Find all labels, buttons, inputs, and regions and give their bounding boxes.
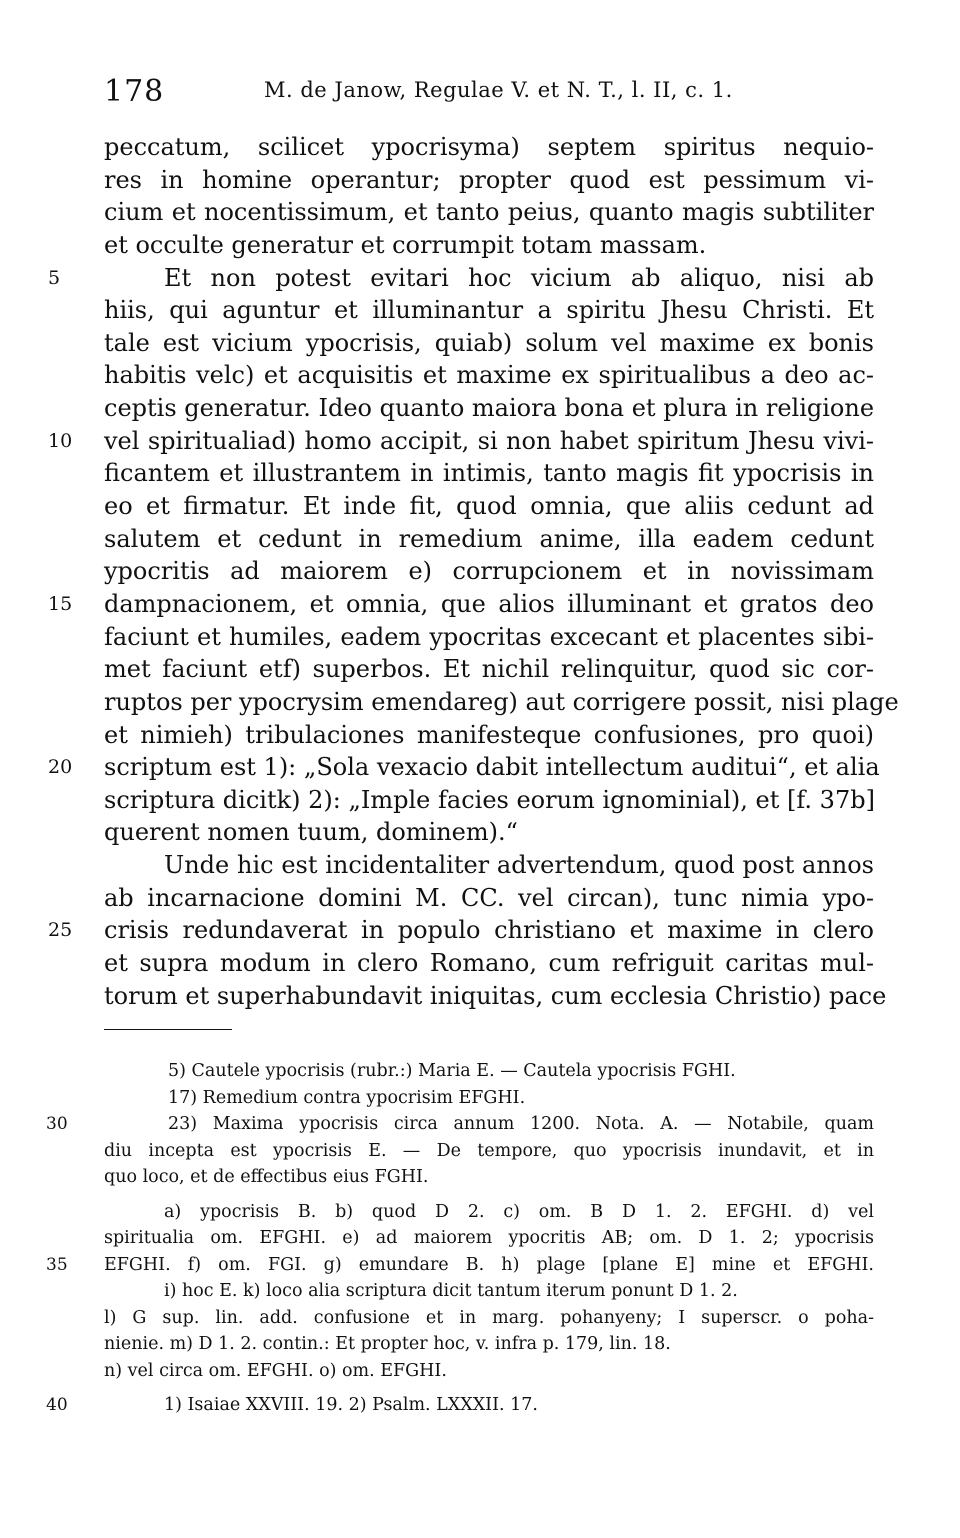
line-text: ab incarnacione domini M. CC. vel circan), tunc nimia ypo- [104, 883, 874, 912]
text-line [104, 229, 874, 262]
page-number: 178 [104, 74, 165, 109]
line-text: res in homine operantur; propter quod est pessimum vi- [104, 165, 874, 194]
note-text: diu incepta est ypocrisis E. — De tempore, quo ypocrisis inundavit, et in [104, 1140, 874, 1161]
source-citation-line [46, 1392, 874, 1419]
text-line [104, 816, 874, 849]
text-line [104, 784, 874, 817]
line-text: et supra modum in clero Romano, cum refriguit caritas mul- [104, 949, 874, 978]
marginal-note-line [104, 1058, 874, 1085]
text-line [104, 392, 874, 425]
note-text: i) hoc E. k) loco alia scriptura dicit tantum iterum ponunt D 1. 2. [164, 1281, 738, 1301]
line-text: faciunt et humiles, eadem ypocritas excecant et placentes sibi- [104, 622, 874, 651]
line-number: 10 [48, 429, 73, 452]
apparatus-line [104, 1278, 874, 1305]
text-line [104, 294, 874, 327]
note-text: 23) Maxima ypocrisis circa annum 1200. Nota. A. — Notabile, quam [168, 1114, 874, 1134]
text-line [104, 359, 874, 392]
apparatus-line [104, 1225, 874, 1252]
line-number: 25 [48, 919, 73, 942]
line-text: Unde hic est incidentaliter advertendum, quod post annos [164, 851, 874, 880]
line-text: hiis, qui aguntur et illuminantur a spiritu Jhesu Christi. Et [104, 296, 874, 325]
page-header [104, 74, 844, 114]
apparatus-line [46, 1252, 874, 1279]
line-text: ypocritis ad maiorem e) corrupcionem et in novissimam [104, 557, 874, 586]
line-number: 40 [46, 1395, 68, 1415]
text-line [48, 425, 874, 458]
line-text: crisis redundaverat in populo christiano et maxime in clero [104, 916, 874, 945]
note-text: 1) Isaiae XXVIII. 19. 2) Psalm. LXXXII. 17. [164, 1395, 538, 1415]
line-text: querent nomen tuum, dominem).“ [104, 818, 518, 847]
note-text: quo loco, et de effectibus eius FGHI. [104, 1167, 429, 1187]
text-line [104, 164, 874, 197]
text-line [48, 914, 874, 947]
text-line [48, 588, 874, 621]
text-line [104, 621, 874, 654]
line-number: 15 [48, 592, 73, 615]
line-number: 35 [46, 1254, 68, 1275]
text-line [104, 555, 874, 588]
line-text: torum et superhabundavit iniquitas, cum ecclesia Christio) pace [104, 981, 887, 1010]
line-text: habitis velc) et acquisitis et maxime ex spiritualibus a deo ac- [104, 361, 874, 390]
note-text: l) G sup. lin. add. confusione et in marg. pohanyeny; I superscr. o poha- [104, 1307, 874, 1328]
note-text: EFGHI. f) om. FGI. g) emundare B. h) plage [plane E] mine et EFGHI. [104, 1254, 874, 1275]
line-text: scriptum est 1): „Sola vexacio dabit intellectum auditui“, et alia [104, 753, 880, 782]
line-text: tale est vicium ypocrisis, quiab) solum vel maxime ex bonis [104, 328, 874, 357]
text-line [104, 947, 874, 980]
text-line [104, 653, 874, 686]
text-line [48, 262, 874, 295]
line-text: dampnacionem, et omnia, que alios illuminant et gratos deo [104, 589, 874, 618]
line-text: ficantem et illustrantem in intimis, tanto magis fit ypocrisis in [104, 459, 874, 488]
marginal-note-line [104, 1164, 874, 1191]
note-text: 5) Cautele ypocrisis (rubr.:) Maria E. — Cautela ypocrisis FGHI. [168, 1061, 736, 1081]
text-line [104, 849, 874, 882]
marginal-note-line [104, 1085, 874, 1112]
note-text: nienie. m) D 1. 2. contin.: Et propter hoc, v. infra p. 179, lin. 18. [104, 1334, 671, 1354]
line-number: 5 [48, 266, 61, 289]
line-number: 20 [48, 756, 73, 779]
running-head: M. de Janow, Regulae V. et N. T., l. II, c. 1. [264, 78, 733, 102]
text-line [104, 523, 874, 556]
line-text: et occulte generatur et corrumpit totam massam. [104, 230, 707, 259]
line-text: salutem et cedunt in remedium anime, illa eadem cedunt [104, 524, 874, 553]
marginal-note-line [104, 1138, 874, 1165]
line-number: 30 [46, 1114, 68, 1134]
line-text: cium et nocentissimum, et tanto peius, quanto magis subtiliter [104, 198, 874, 227]
line-text: et nimieh) tribulaciones manifesteque confusiones, pro quoi) [104, 720, 874, 749]
text-line [104, 457, 874, 490]
marginal-note-line [46, 1111, 874, 1138]
text-line [48, 751, 880, 784]
text-line [104, 686, 899, 719]
note-text: spiritualia om. EFGHI. e) ad maiorem ypocritis AB; om. D 1. 2; ypocrisis [104, 1228, 874, 1248]
text-line [104, 327, 874, 360]
line-text: scriptura dicitk) 2): „Imple facies eorum ignominial), et [f. 37b] [104, 785, 875, 814]
text-line [104, 131, 874, 164]
apparatus-line [104, 1199, 874, 1226]
line-text: eo et firmatur. Et inde fit, quod omnia, que aliis cedunt ad [104, 492, 874, 521]
note-text: a) ypocrisis B. b) quod D 2. c) om. B D 1. 2. EFGHI. d) vel [164, 1201, 874, 1222]
note-text: n) vel circa om. EFGHI. o) om. EFGHI. [104, 1360, 447, 1381]
text-line [104, 882, 874, 915]
text-line [104, 980, 887, 1013]
line-text: met faciunt etf) superbos. Et nichil relinquitur, quod sic cor- [104, 655, 874, 684]
text-line [104, 490, 874, 523]
line-text: ruptos per ypocrysim emendareg) aut corrigere possit, nisi plage [104, 687, 899, 716]
critical-apparatus [46, 1058, 874, 1419]
line-text: ceptis generatur. Ideo quanto maiora bona et plura in religione [104, 394, 875, 423]
line-text: peccatum, scilicet ypocrisyma) septem spiritus nequio- [104, 133, 874, 161]
line-text: Et non potest evitari hoc vicium ab aliquo, nisi ab [164, 263, 874, 292]
footnote-separator-rule [104, 1029, 232, 1030]
text-line [104, 196, 874, 229]
main-text-block [48, 131, 899, 1012]
line-text: vel spiritualiad) homo accipit, si non habet spiritum Jhesu vivi- [104, 426, 874, 455]
apparatus-line [104, 1331, 874, 1358]
text-line [104, 719, 874, 752]
apparatus-line [104, 1358, 874, 1385]
apparatus-line [104, 1305, 874, 1332]
note-text: 17) Remedium contra ypocrisim EFGHI. [168, 1087, 526, 1108]
